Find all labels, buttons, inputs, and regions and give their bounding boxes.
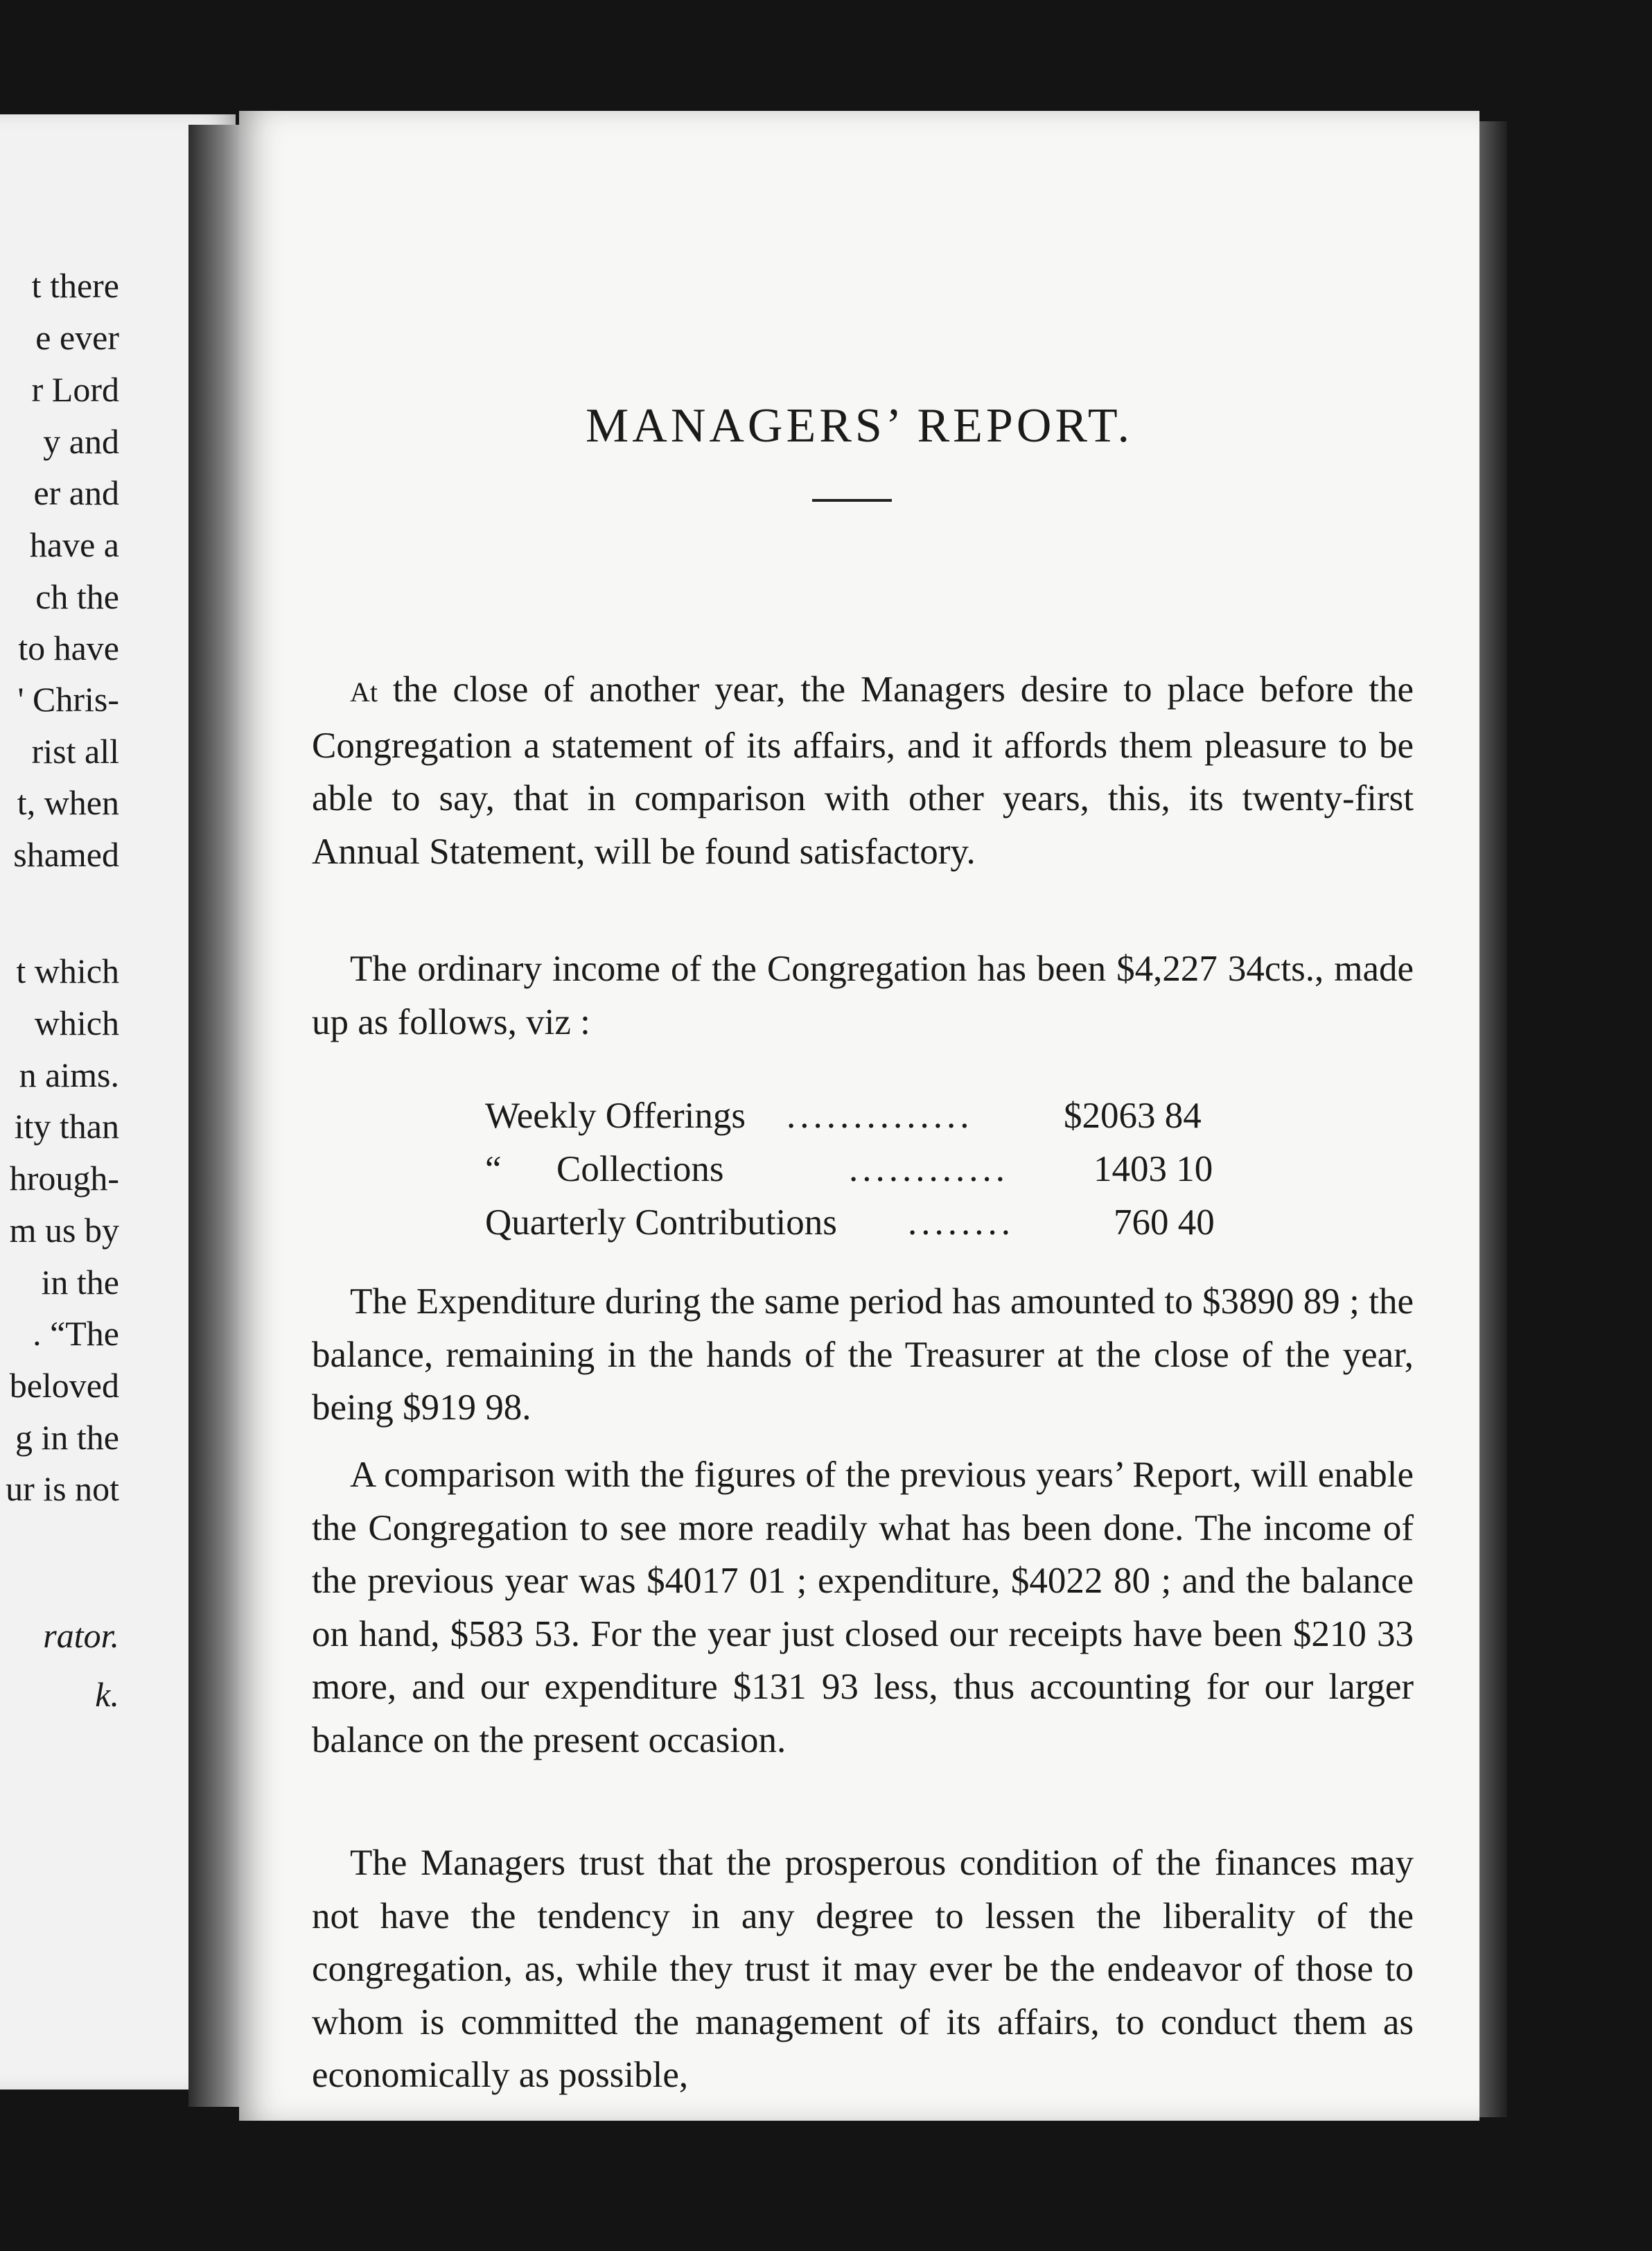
small-caps-lead: At xyxy=(350,676,378,708)
left-page-text-fragment: ity than xyxy=(14,1107,119,1146)
right-page xyxy=(239,111,1479,2121)
left-page-text-fragment: er and xyxy=(33,473,119,512)
ledger-row xyxy=(239,1148,1479,1201)
left-page-text-fragment: in the xyxy=(41,1263,119,1302)
left-page-text-fragment: to have xyxy=(18,629,119,667)
ledger-leader: ........ xyxy=(908,1202,1014,1243)
left-page-text-fragment: which xyxy=(34,1004,119,1042)
left-page-text-fragment: . “The xyxy=(33,1314,119,1353)
ledger-row xyxy=(239,1095,1479,1148)
paragraph-income: The ordinary income of the Congregation has been $4,227 34cts., made up as follows, viz : xyxy=(312,949,1414,1042)
left-page-text-fragment: k. xyxy=(95,1675,119,1714)
left-page-text-fragment: t, when xyxy=(17,783,119,822)
left-page-text-fragment: ur is not xyxy=(6,1469,119,1508)
left-page-text-fragment: rist all xyxy=(31,732,119,771)
ledger-leader: .............. xyxy=(787,1096,974,1136)
ledger-amount: $2063 84 xyxy=(1064,1096,1202,1136)
ledger-label: Quarterly Contributions xyxy=(485,1202,837,1243)
paragraph-opening-text: the close of another year, the Managers desire to place before the Congregation a statement of its affairs, and it affords them pleasure to be able to say, that in comparison with other years, this, its twenty-first Annual Statement, will be found satisfactory. xyxy=(312,669,1414,872)
left-page-text-fragment: m us by xyxy=(9,1211,119,1250)
left-page-text-fragment: shamed xyxy=(13,835,119,874)
left-page-text-fragment: r Lord xyxy=(31,370,119,409)
ledger-label: Weekly Offerings xyxy=(485,1096,746,1136)
page-title: MANAGERS’ REPORT. xyxy=(586,399,1133,453)
left-page-text-fragment: beloved xyxy=(9,1366,119,1405)
ledger-row xyxy=(239,1202,1479,1254)
left-page-text-fragment: have a xyxy=(29,525,119,564)
paragraph-expenditure: The Expenditure during the same period has amounted to $3890 89 ; the balance, remaining in the hands of the Treasurer at the close of the year, being $919 98. xyxy=(312,1281,1414,1428)
ledger-amount: 1403 10 xyxy=(1093,1149,1213,1189)
left-page-text-fragment: e ever xyxy=(35,318,119,357)
paragraph-comparison: A comparison with the figures of the previous years’ Report, will enable the Congregation to see more readily what has been done. The income of the previous year was $4017 01 ; expenditure, $4022 80 ; and the balance on hand, $583 53. For the year just closed our receipts have been $210 33 more, and our expenditure $131 93 less, thus accounting for our larger balance on the present occasion. xyxy=(312,1455,1414,1760)
left-page-text-fragment: y and xyxy=(43,422,119,461)
page-edge xyxy=(1479,121,1507,2117)
left-page-text-fragment: rator. xyxy=(43,1616,119,1655)
paragraph-opening xyxy=(312,663,1414,878)
left-page-text-fragment: n aims. xyxy=(19,1056,119,1094)
title-rule xyxy=(812,499,892,502)
left-page-text-fragment: t there xyxy=(31,266,119,305)
ledger-amount: 760 40 xyxy=(1114,1202,1215,1243)
left-page-text-fragment: g in the xyxy=(15,1418,119,1457)
left-page-text-fragment: ch the xyxy=(35,577,119,616)
paragraph-closing: The Managers trust that the prosperous condition of the finances may not have the tendency in any degree to lessen the liberality of the congregation, as, while they trust it may ever be the endeavor of those to whom is committed the management of its affairs, to conduct them as economically as possible, xyxy=(312,1843,1414,2095)
ledger-label: “ Collections xyxy=(485,1149,724,1189)
left-page-text-fragment: t which xyxy=(16,952,119,990)
left-page-text-fragment: hrough- xyxy=(9,1159,119,1198)
left-page-text-fragment: ' Chris- xyxy=(17,680,119,719)
ledger-leader: ............ xyxy=(849,1149,1009,1189)
